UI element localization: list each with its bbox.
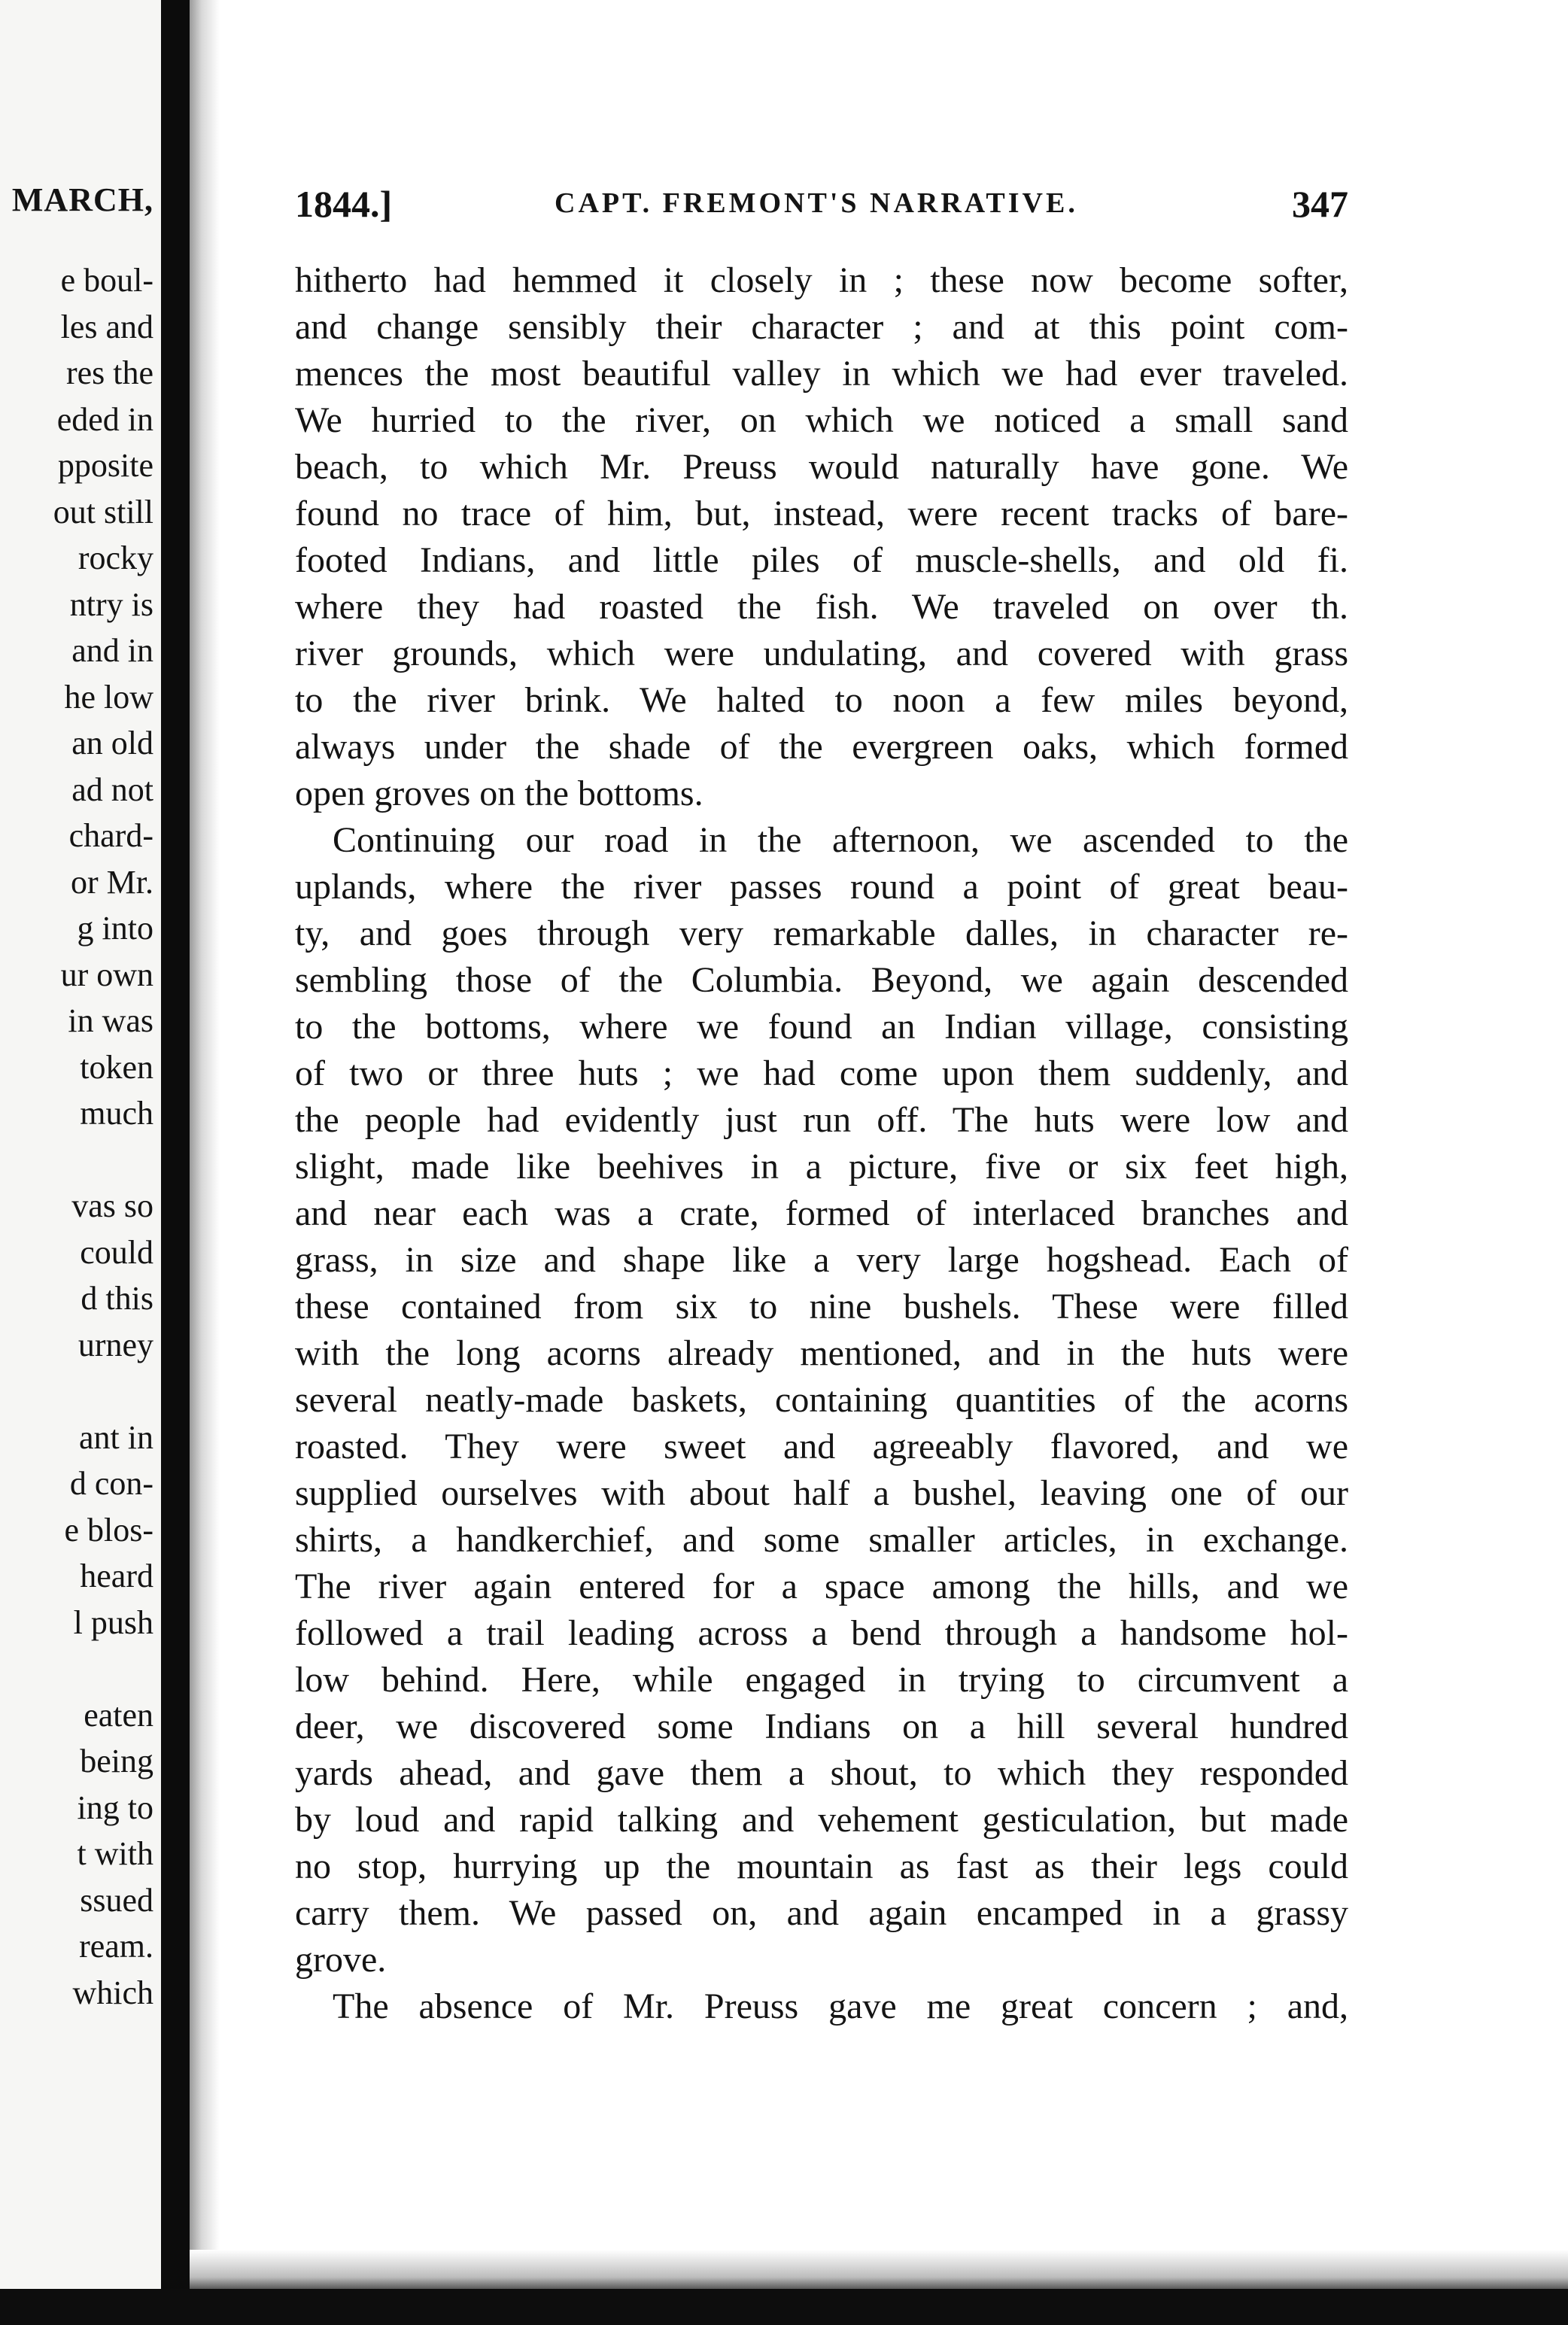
- facing-page-line: could: [80, 1233, 153, 1271]
- facing-page-line: g into: [77, 910, 153, 947]
- facing-page-line: res the: [65, 354, 153, 391]
- facing-page-line: heard: [80, 1558, 153, 1594]
- text-line: shirts, a handkerchief, and some smaller articles, in exchange.: [295, 1520, 1348, 1560]
- text-line: uplands, where the river passes round a point of great beau-: [295, 867, 1348, 907]
- facing-page-line: eaten: [84, 1696, 153, 1734]
- facing-page-line: ant in: [79, 1418, 153, 1456]
- facing-page-line: being: [80, 1743, 153, 1779]
- text-line: grove.: [295, 1940, 387, 1980]
- page-number: 347: [1292, 183, 1348, 225]
- facing-page-line: ntry is: [69, 585, 153, 623]
- text-line: beach, to which Mr. Preuss would naturally have gone. We: [295, 447, 1348, 487]
- facing-page-line: ad not: [71, 770, 153, 808]
- text-line: several neatly-made baskets, containing quantities of the acorns: [295, 1380, 1348, 1420]
- text-line: The absence of Mr. Preuss gave me great concern ; and,: [333, 1986, 1348, 2026]
- facing-page-line: ur own: [60, 956, 153, 993]
- text-line: The river again entered for a space among the hills, and we: [295, 1567, 1348, 1606]
- facing-page-line: in was: [68, 1002, 153, 1039]
- scan-border: [0, 2289, 1568, 2325]
- facing-page-fragment: [0, 0, 161, 2325]
- text-line: where they had roasted the fish. We traveled on over th.: [295, 587, 1348, 627]
- facing-page-line: e blos-: [64, 1511, 153, 1548]
- text-line: these contained from six to nine bushels. These were filled: [295, 1287, 1348, 1327]
- text-line: low behind. Here, while engaged in trying to circumvent a: [295, 1660, 1348, 1700]
- text-line: supplied ourselves with about half a bushel, leaving one of our: [295, 1473, 1348, 1513]
- text-line: yards ahead, and gave them a shout, to which they responded: [295, 1753, 1348, 1793]
- gutter-shadow: [190, 0, 220, 2325]
- text-line: with the long acorns already mentioned, and in the huts were: [295, 1333, 1348, 1373]
- running-head-date: 1844.]: [295, 183, 393, 225]
- text-line: of two or three huts ; we had come upon them suddenly, and: [295, 1053, 1348, 1093]
- facing-page-line: out still: [53, 493, 153, 530]
- facing-page-line: which: [72, 1974, 153, 2011]
- text-line: river grounds, which were undulating, and covered with grass: [295, 634, 1348, 673]
- text-line: We hurried to the river, on which we noticed a small sand: [295, 400, 1348, 440]
- facing-page-line: e boul-: [60, 262, 153, 299]
- facing-page-line: ing to: [77, 1789, 153, 1826]
- text-line: mences the most beautiful valley in which we had ever traveled.: [295, 354, 1348, 394]
- text-line: Continuing our road in the afternoon, we ascended to the: [333, 820, 1348, 860]
- facing-page-line: much: [80, 1095, 153, 1132]
- facing-page-line: d con-: [69, 1465, 153, 1502]
- text-line: open groves on the bottoms.: [295, 773, 703, 813]
- text-line: found no trace of him, but, instead, were recent tracks of bare-: [295, 494, 1348, 533]
- body-text: [295, 257, 1348, 2030]
- text-line: roasted. They were sweet and agreeably flavored, and we: [295, 1427, 1348, 1466]
- text-line: and change sensibly their character ; and at this point com-: [295, 307, 1348, 347]
- text-line: sembling those of the Columbia. Beyond, we again descended: [295, 960, 1348, 1000]
- facing-page-line: chard-: [68, 817, 153, 854]
- text-line: hitherto had hemmed it closely in ; these now become softer,: [295, 260, 1348, 300]
- facing-page-line: ream.: [79, 1928, 153, 1965]
- text-line: always under the shade of the evergreen oaks, which formed: [295, 727, 1348, 767]
- binding-gutter: [161, 0, 190, 2325]
- running-head: [295, 182, 1348, 235]
- text-line: deer, we discovered some Indians on a hill several hundred: [295, 1707, 1348, 1746]
- text-line: slight, made like beehives in a picture, five or six feet high,: [295, 1147, 1348, 1187]
- text-line: grass, in size and shape like a very large hogshead. Each of: [295, 1240, 1348, 1280]
- facing-page-line: vas so: [71, 1187, 153, 1224]
- facing-page-line: and in: [71, 632, 153, 669]
- facing-page-line: t with: [77, 1835, 153, 1872]
- facing-page-line: d this: [81, 1280, 153, 1317]
- facing-page-line: rocky: [77, 539, 153, 576]
- running-head-title: CAPT. FREMONT'S NARRATIVE.: [555, 187, 1078, 219]
- text-line: to the bottoms, where we found an Indian village, consisting: [295, 1007, 1348, 1047]
- text-line: followed a trail leading across a bend through a handsome hol-: [295, 1613, 1348, 1653]
- facing-page-line: eded in: [56, 400, 153, 438]
- text-line: ty, and goes through very remarkable dalles, in character re-: [295, 913, 1348, 953]
- facing-page-line: token: [80, 1048, 153, 1086]
- text-line: footed Indians, and little piles of muscle-shells, and old fi.: [295, 540, 1348, 580]
- facing-page-line: pposite: [57, 447, 153, 484]
- facing-page-line: urney: [77, 1326, 153, 1363]
- text-line: to the river brink. We halted to noon a few miles beyond,: [295, 680, 1348, 720]
- book-page: [220, 0, 1568, 2250]
- text-line: no stop, hurrying up the mountain as fast as their legs could: [295, 1846, 1348, 1886]
- facing-page-line: ssued: [80, 1881, 153, 1919]
- facing-page-line: he low: [64, 678, 153, 716]
- text-line: carry them. We passed on, and again encamped in a grassy: [295, 1893, 1348, 1933]
- text-line: the people had evidently just run off. The huts were low and: [295, 1100, 1348, 1140]
- text-line: by loud and rapid talking and vehement gesticulation, but made: [295, 1800, 1348, 1840]
- text-line: and near each was a crate, formed of interlaced branches and: [295, 1193, 1348, 1233]
- facing-page-line: or Mr.: [71, 863, 153, 901]
- facing-page-running-head: MARCH,: [11, 181, 153, 218]
- facing-page-line: les and: [60, 308, 153, 345]
- facing-page-line: an old: [71, 725, 153, 761]
- page-bottom-edge: [190, 2250, 1568, 2289]
- facing-page-line: l push: [73, 1603, 153, 1641]
